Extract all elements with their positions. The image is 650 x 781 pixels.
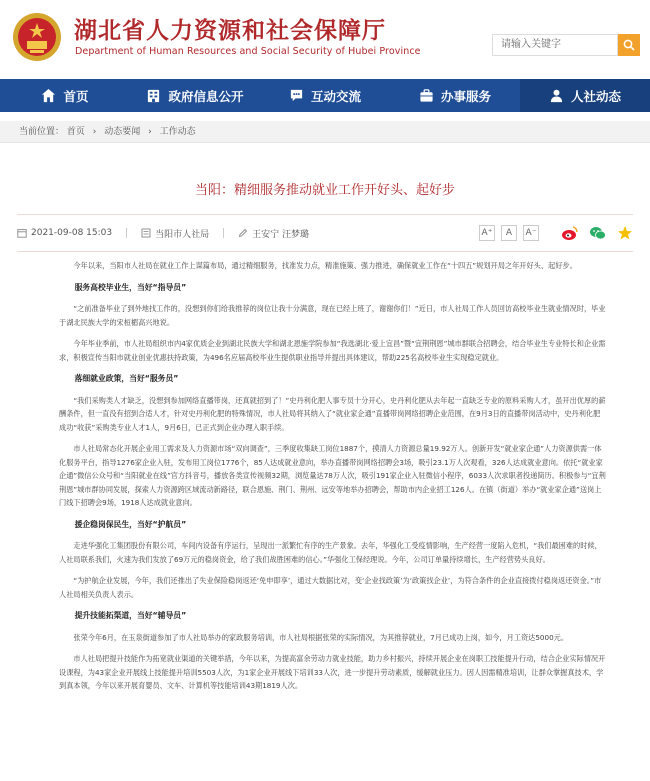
meta-source bbox=[141, 227, 209, 240]
building-icon bbox=[146, 88, 161, 103]
national-emblem-icon bbox=[12, 10, 62, 66]
article-paragraph: 市人社局常态化开展企业用工需求及人力资源市场“双向调查”，三季度收集缺工岗位1887个，摸清人力资源总量19.92万人。创新开发“就业家企通”人力资源供需一体化服务平台，指导1276家企业入驻，发布用工岗位1776个，85人达成就业意向，举办直播带岗网络招聘会3场，吸引23.1万人次观看，326人达成就业意向。依托“就业家企通”微信公众号和“当阳就业在线”官方抖音号，播放各类宣传视频32期，浏览量达78万人次，吸引191家企业入驻微信小程序，6033人次求职者投递简历。积极参与“宜荆荆恩”城市群协同发展，探索人力资源跨区域流动新路径，联合恩施、荆门、荆州、远安等地举办招聘会，帮助市内企业招工126人。在镇（街道）举办“就业家企通”送岗上门线下招聘会9场，1918人达成就业意向。 bbox=[59, 444, 606, 507]
meta-divider bbox=[126, 228, 127, 238]
article-source: 当阳市人社局 bbox=[155, 229, 210, 240]
favorite-star-icon[interactable] bbox=[617, 225, 633, 241]
article-date: 2021-09-08 15:03 bbox=[31, 228, 113, 238]
nav-label: 首页 bbox=[63, 88, 89, 104]
nav-item-home[interactable] bbox=[0, 79, 130, 112]
calendar-icon bbox=[17, 228, 27, 238]
nav-item-gov-info[interactable] bbox=[130, 79, 260, 112]
article-subheading: 服务高校毕业生，当好“指导员” bbox=[74, 282, 187, 292]
article-subheading: 提升技能拓渠道，当好“辅导员” bbox=[74, 611, 187, 620]
article-paragraph: “我们采购类人才缺乏，没想到参加网络直播带岗，还真就招到了！”史丹利化肥人事专员十分开心，史丹利化肥从去年起一直缺乏专业的原料采购人才，虽开出优厚的薪酬条件，但一直没有招到合适人才，针对史丹利化肥的特殊情况，市人社局将其纳入了“就业家企通”直播带岗网络招聘企业范围，在9月3日的直播带岗活动中，史丹利化肥成功“收获”采购类专业人才1人，9月6日，已正式到企业办理入职手续。 bbox=[59, 395, 606, 432]
wechat-icon[interactable] bbox=[589, 225, 607, 241]
meta-divider bbox=[223, 228, 224, 238]
site-subtitle: Department of Human Resources and Social Security of Hubei Province bbox=[75, 46, 421, 57]
nav-item-news[interactable] bbox=[520, 79, 650, 112]
font-reset-button[interactable]: A bbox=[501, 225, 517, 241]
article-body bbox=[59, 259, 607, 701]
person-icon bbox=[549, 88, 564, 103]
pen-icon bbox=[238, 228, 248, 238]
article-meta bbox=[17, 214, 633, 252]
weibo-icon[interactable] bbox=[561, 225, 579, 241]
breadcrumb-prefix: 当前位置： bbox=[19, 127, 65, 137]
share-group bbox=[561, 225, 633, 241]
nav-item-interaction[interactable] bbox=[260, 79, 390, 112]
breadcrumb-separator: › bbox=[148, 127, 152, 137]
home-icon bbox=[41, 88, 56, 103]
article-paragraph: 今年以来，当阳市人社局在就业工作上谋篇布局，通过精细服务，找准发力点，精准施策、强力推进，确保就业工作在“十四五”规划开局之年开好头、起好步。 bbox=[73, 261, 577, 270]
article-paragraph: 走进华强化工集团股份有限公司，车间内设备有序运行，呈现出一派繁忙有序的生产景象。去年，华强化工受疫情影响，生产经营一度陷入危机，“我们最困难的时候，人社局联系我们，火速为我们发放了69万元的稳岗资金，给了我们战胜困难的信心。”华强化工保经理说。今年，公司订单量持续增长，生产经营势头良好。 bbox=[59, 541, 602, 564]
nav-label: 政府信息公开 bbox=[168, 88, 244, 104]
meta-date bbox=[17, 228, 112, 238]
breadcrumb-separator: › bbox=[92, 127, 97, 137]
nav-item-services[interactable] bbox=[390, 79, 520, 112]
article-author: 王安宁 汪梦璐 bbox=[252, 229, 309, 240]
article-subheading: 援企稳岗保民生，当好“护航员” bbox=[74, 519, 187, 529]
main-nav bbox=[0, 79, 650, 112]
site-header bbox=[0, 0, 650, 78]
article-subheading: 落细就业政策，当好“服务员” bbox=[74, 374, 179, 383]
article-title: 当阳：精细服务推动就业工作开好头、起好步 bbox=[194, 183, 455, 198]
article-paragraph: 张荣今年6月，在玉泉街道参加了市人社局举办的家政服务培训，市人社局根据张荣的实际情况，为其推荐就业，7月已成功上岗，如今，月工资达5000元。 bbox=[73, 632, 569, 642]
search-button[interactable] bbox=[618, 34, 640, 56]
article-paragraph: 市人社局把提升技能作为拓宽就业渠道的关键举措，今年以来，为提高富余劳动力就业技能，助力乡村振兴，持续开展企业在岗职工技能提升行动，结合企业实际情况开设课程，为43家企业开展线上技能提升培训5503人次，为1家企业开展线下培训33人次，进一步提升劳动素质，缓解就业压力。因人因需精准培训，让群众掌握真技术，学到真本领，今年以来开展育婴员、文车、计算机等技能培训43期1819人次。 bbox=[59, 654, 606, 690]
search-input[interactable]: 请输入关键字 bbox=[492, 34, 618, 56]
font-increase-button[interactable]: A⁺ bbox=[479, 225, 495, 241]
breadcrumb-item-work[interactable]: 工作动态 bbox=[159, 127, 196, 137]
breadcrumb-item-news[interactable]: 动态要闻 bbox=[104, 127, 141, 137]
briefcase-icon bbox=[419, 88, 434, 103]
source-icon bbox=[141, 228, 151, 238]
nav-label: 办事服务 bbox=[440, 88, 491, 104]
article-card bbox=[9, 151, 641, 781]
nav-label: 人社动态 bbox=[570, 88, 621, 104]
nav-label: 互动交流 bbox=[310, 88, 361, 104]
font-decrease-button[interactable]: A⁻ bbox=[523, 225, 539, 241]
breadcrumb-item-home[interactable]: 首页 bbox=[66, 127, 85, 137]
search-icon bbox=[623, 39, 635, 51]
meta-author bbox=[238, 227, 309, 240]
article-tools bbox=[479, 225, 633, 241]
article-paragraph: 今年毕业季前，市人社局组织市内4家优质企业到湖北民族大学和湖北恩施学院参加“我选湖北·爱上宜昌”暨“宜荆荆恩”城市群联合招聘会，结合毕业生专业特长和企业需求，积极宣传当阳市就业创业优惠扶持政策，为496名应届高校毕业生提供职业指导并提出具体建议，帮助225名高校毕业生实现稳定就业。 bbox=[59, 339, 606, 362]
article-paragraph: “之前准备毕业了到外地找工作的，没想到你们给我推荐的岗位让我十分满意，现在已经上班了，谢谢你们！”近日，市人社局工作人员回访高校毕业生就业情况时，毕业于湖北民族大学的宋桓楣高兴地说。 bbox=[59, 304, 606, 327]
site-title: 湖北省人力资源和社会保障厅 bbox=[74, 18, 386, 44]
article-paragraph: “为护航企业发展，今年，我们还推出了失业保险稳岗返还‘免申即享’，通过大数据比对，变‘企业找政策’为‘政策找企业’，为符合条件的企业直接拨付稳岗返还资金。”市人社局相关负责人表示。 bbox=[59, 576, 602, 599]
chat-icon bbox=[289, 88, 304, 103]
breadcrumb bbox=[0, 121, 650, 143]
